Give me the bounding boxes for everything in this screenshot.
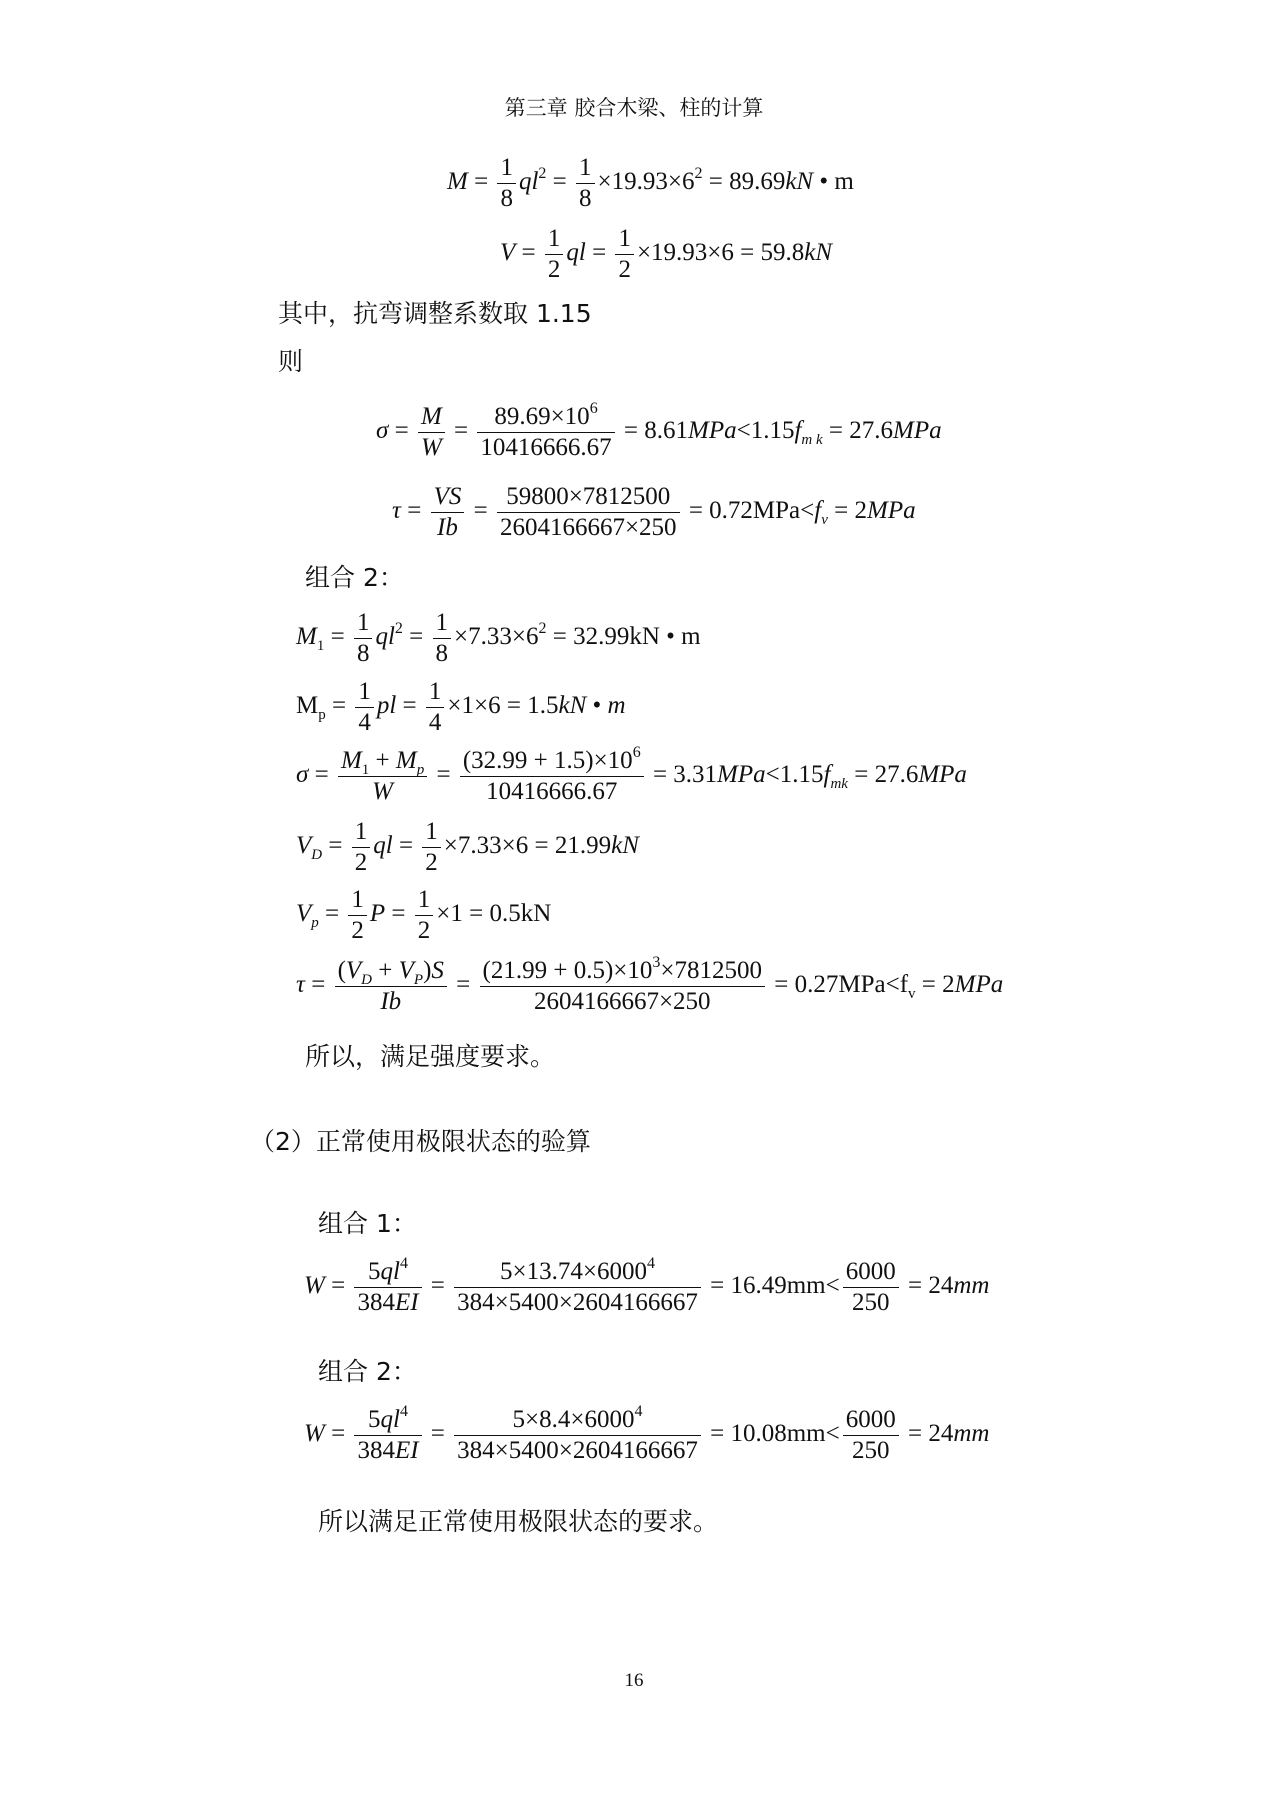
equation-sigma-c1: σ = $\frac{M}{W}$ = $\frac{89.69\times 10^6}{10416666.67}$ = $8.61MPa<1.15f_{m k} = 27.6MPa$: [376, 399, 942, 461]
equation-moment-c1: M = $\frac{1}{8}$ $ql^2$ = $\frac{1}{8}$ $\times 19.93\times 6^2 = 89.69kN$ • m: [447, 154, 854, 212]
page-number: 16: [624, 1670, 644, 1691]
combo1-label-deflection: 组合 1：: [318, 1209, 417, 1238]
then-text: 则: [278, 347, 304, 376]
equation-sigma-c2: σ = $\frac{M_1 + M_p}{W}$ = $\frac{(32.99 + 1.5)\times 10^6}{10416666.67}$ = $3.31MPa<1.15f_{mk} = 27.6MPa$: [296, 743, 967, 805]
combo2-label-deflection: 组合 2：: [318, 1357, 417, 1386]
section-2-heading: （2）正常使用极限状态的验算: [250, 1127, 591, 1156]
equation-mp-c2: $M_p$ = $\frac{1}{4}$ pl = $\frac{1}{4}$ ×1×6 = 1.5kN • m: [296, 678, 626, 736]
page-header: 第三章 胶合木梁、柱的计算: [504, 96, 764, 120]
equation-vp-c2: $V_p$ = $\frac{1}{2}$ P = $\frac{1}{2}$ ×1 = 0.5kN: [296, 886, 552, 944]
serviceability-conclusion: 所以满足正常使用极限状态的要求。: [318, 1507, 719, 1536]
equation-vd-c2: $V_D$ = $\frac{1}{2}$ ql = $\frac{1}{2}$ ×7.33×6 = 21.99kN: [296, 818, 639, 876]
equation-deflection-c1: W = $\frac{5ql^4}{384EI}$ = $\frac{5\times 13.74\times 6000^4}{384\times 5400\times 2604166667}$ = 16.49mm< $\frac{6000}{250}$ = 24mm: [304, 1254, 990, 1316]
factor-note: 其中，抗弯调整系数取 1.15: [278, 299, 592, 328]
equation-shear-c1: V = $\frac{1}{2}$ ql = $\frac{1}{2}$ ×19.93×6 = 59.8kN: [500, 225, 833, 283]
equation-tau-c1: τ = $\frac{VS}{Ib}$ = $\frac{59800\times 7812500}{2604166667\times 250}$ = $0.72MPa<f_v = 2MPa$: [392, 483, 916, 541]
equation-tau-c2: τ = $\frac{(V_D + V_P)S}{Ib}$ = $\frac{(21.99 + 0.5)\times 10^3\times 7812500}{2604166667\times 250}$ = $0.27MPa<f_v = 2MPa$: [296, 953, 1004, 1015]
combo2-label-strength: 组合 2：: [305, 563, 404, 592]
strength-conclusion: 所以，满足强度要求。: [305, 1042, 556, 1071]
equation-deflection-c2: W = $\frac{5ql^4}{384EI}$ = $\frac{5\times 8.4\times 6000^4}{384\times 5400\times 2604166667}$ = 10.08mm< $\frac{6000}{250}$ = 24mm: [304, 1402, 990, 1464]
equation-m1-c2: $M_1$ = $\frac{1}{8}$ $ql^2$ = $\frac{1}{8}$ $\times 7.33\times 6^2 = 32.99kN$ • m: [296, 609, 701, 667]
